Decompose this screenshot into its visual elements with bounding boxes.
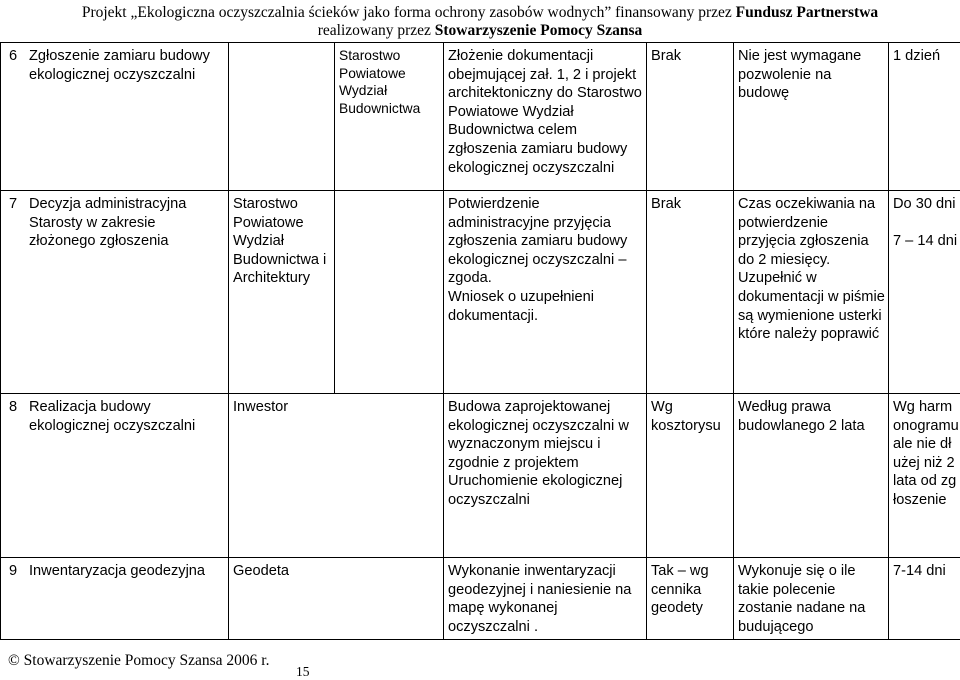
responsible-cell: Geodeta [229,558,444,640]
step-name-cell [1,558,229,640]
notes-cell: Nie jest wymagane pozwolenie na budowę [734,43,889,191]
step-name-cell [1,191,229,394]
page-number: 15 [296,664,310,680]
step-name-cell [1,394,229,558]
step-name-cell [1,43,229,191]
action-text: Budowa zaprojektowanej ekologicznej oczyszczalni w wyznaczonym miejscu i zgodnie z projektem [448,398,643,472]
time-cell: Wg harmonogramu ale nie dłużej niż 2 lata od zgłoszenie [889,394,960,558]
step-number: 7 [5,195,29,251]
action-text-secondary: Uruchomienie ekologicznej oczyszczalni [448,472,643,509]
time-text-secondary: 7 – 14 dni [893,232,959,251]
notes-cell: Wykonuje się o ile takie polecenie zostanie nadane na budującego [734,558,889,640]
time-cell [889,191,960,394]
office-cell [335,191,444,394]
footer-copyright: © Stowarzyszenie Pomocy Szansa 2006 r. [8,652,269,670]
time-cell: 1 dzień [889,43,960,191]
step-number: 8 [5,398,29,435]
action-text: Potwierdzenie administracyjne przyjęcia zgłoszenia zamiaru budowy ekologicznej oczyszczalni – zgoda. [448,195,643,288]
action-cell [444,394,647,558]
action-text-secondary: Wniosek o uzupełnieni dokumentacji. [448,288,643,325]
cost-cell: Tak – wg cennika geodety [647,558,734,640]
table-row [1,43,960,191]
time-cell: 7-14 dni [889,558,960,640]
notes-text-secondary: Uzupełnić w dokumentacji w piśmie są wymienione usterki które należy poprawić [738,269,885,343]
table-row [1,191,960,394]
page-header [0,4,960,40]
table-row [1,394,960,558]
cost-cell: Brak [647,43,734,191]
procedure-table [0,42,960,640]
header-line1: Projekt „Ekologiczna oczyszczalnia ścieków jako forma ochrony zasobów wodnych” finansowany przez [82,4,736,21]
step-name: Decyzja administracyjna Starosty w zakresie złożonego zgłoszenia [29,195,225,251]
step-name: Realizacja budowy ekologicznej oczyszczalni [29,398,225,435]
cost-cell: Wg kosztorysu [647,394,734,558]
responsible-cell: Starostwo Powiatowe Wydział Budownictwa i Architektury [229,191,335,394]
notes-text: Czas oczekiwania na potwierdzenie przyjęcia zgłoszenia do 2 miesięcy. [738,195,885,269]
action-cell: Wykonanie inwentaryzacji geodezyjnej i naniesienie na mapę wykonanej oczyszczalni . [444,558,647,640]
action-cell: Złożenie dokumentacji obejmującej zał. 1, 2 i projekt architektoniczny do Starostwo Powiatowe Wydział Budownictwa celem zgłoszenia zamiaru budowy ekologicznej oczyszczalni [444,43,647,191]
header-organization: Stowarzyszenie Pomocy Szansa [435,22,643,39]
step-number: 9 [5,562,29,581]
time-text: Do 30 dni [893,195,959,214]
notes-cell [734,191,889,394]
action-cell [444,191,647,394]
header-line2: realizowany przez [318,22,435,39]
responsible-cell: Inwestor [229,394,444,558]
header-funder: Fundusz Partnerstwa [736,4,879,21]
step-name: Inwentaryzacja geodezyjna [29,562,225,581]
table-row [1,558,960,640]
step-number: 6 [5,47,29,84]
cost-cell: Brak [647,191,734,394]
office-cell: Starostwo Powiatowe Wydział Budownictwa [335,43,444,191]
notes-cell: Według prawa budowlanego 2 lata [734,394,889,558]
responsible-cell [229,43,335,191]
step-name: Zgłoszenie zamiaru budowy ekologicznej oczyszczalni [29,47,225,84]
